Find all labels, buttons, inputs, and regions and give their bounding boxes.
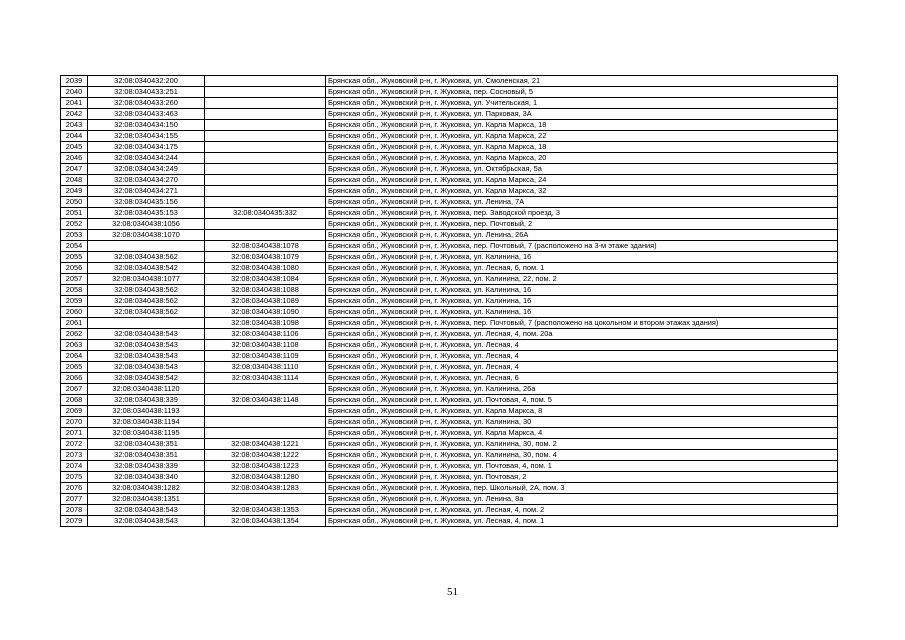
premises-cadastral-number-cell: 32:08:0340438:1089 (205, 296, 326, 307)
row-number-cell: 2072 (61, 439, 88, 450)
cadastral-number-cell: 32:08:0340438:543 (88, 351, 205, 362)
premises-cadastral-number-cell: 32:08:0340438:1090 (205, 307, 326, 318)
table-row (61, 142, 838, 153)
premises-cadastral-number-cell (205, 417, 326, 428)
premises-cadastral-number-cell: 32:08:0340438:1078 (205, 241, 326, 252)
table-row (61, 175, 838, 186)
row-number-cell: 2063 (61, 340, 88, 351)
premises-cadastral-number-cell: 32:08:0340438:1148 (205, 395, 326, 406)
premises-cadastral-number-cell: 32:08:0340438:1084 (205, 274, 326, 285)
cadastral-number-cell: 32:08:0340438:1056 (88, 219, 205, 230)
address-cell: Брянская обл., Жуковский р-н, г. Жуковка, пер. Почтовый, 7 (расположено на 3-м этаже здания) (326, 241, 838, 252)
row-number-cell: 2068 (61, 395, 88, 406)
address-cell: Брянская обл., Жуковский р-н, г. Жуковка, ул. Калинина, 16 (326, 296, 838, 307)
table-row (61, 384, 838, 395)
row-number-cell: 2076 (61, 483, 88, 494)
cadastral-number-cell (88, 318, 205, 329)
cadastral-number-cell: 32:08:0340434:150 (88, 120, 205, 131)
table-row (61, 296, 838, 307)
row-number-cell: 2073 (61, 450, 88, 461)
premises-cadastral-number-cell (205, 76, 326, 87)
table-row (61, 318, 838, 329)
cadastral-number-cell: 32:08:0340438:542 (88, 373, 205, 384)
row-number-cell: 2044 (61, 131, 88, 142)
address-cell: Брянская обл., Жуковский р-н, г. Жуковка, ул. Карла Маркса, 4 (326, 428, 838, 439)
premises-cadastral-number-cell (205, 186, 326, 197)
table-row (61, 329, 838, 340)
premises-cadastral-number-cell (205, 142, 326, 153)
cadastral-number-cell: 32:08:0340438:1077 (88, 274, 205, 285)
table-row (61, 230, 838, 241)
premises-cadastral-number-cell: 32:08:0340438:1109 (205, 351, 326, 362)
row-number-cell: 2052 (61, 219, 88, 230)
cadastral-number-cell: 32:08:0340438:543 (88, 516, 205, 527)
table-row (61, 274, 838, 285)
row-number-cell: 2066 (61, 373, 88, 384)
cadastral-number-cell: 32:08:0340434:244 (88, 153, 205, 164)
premises-cadastral-number-cell: 32:08:0340435:332 (205, 208, 326, 219)
row-number-cell: 2041 (61, 98, 88, 109)
table-row (61, 241, 838, 252)
address-cell: Брянская обл., Жуковский р-н, г. Жуковка, ул. Карла Маркса, 22 (326, 131, 838, 142)
address-cell: Брянская обл., Жуковский р-н, г. Жуковка, ул. Калинина, 30 (326, 417, 838, 428)
premises-cadastral-number-cell: 32:08:0340438:1098 (205, 318, 326, 329)
address-cell: Брянская обл., Жуковский р-н, г. Жуковка, ул. Калинина, 16 (326, 307, 838, 318)
address-cell: Брянская обл., Жуковский р-н, г. Жуковка, пер. Почтовый, 7 (расположено на цокольном и втором этажах здания) (326, 318, 838, 329)
cadastral-number-cell: 32:08:0340438:562 (88, 296, 205, 307)
premises-cadastral-number-cell: 32:08:0340438:1354 (205, 516, 326, 527)
row-number-cell: 2046 (61, 153, 88, 164)
table-row (61, 450, 838, 461)
address-cell: Брянская обл., Жуковский р-н, г. Жуковка, ул. Калинина, 22, пом. 2 (326, 274, 838, 285)
registry-table (60, 75, 838, 527)
cadastral-number-cell: 32:08:0340438:542 (88, 263, 205, 274)
table-row (61, 439, 838, 450)
address-cell: Брянская обл., Жуковский р-н, г. Жуковка, ул. Парковая, 3А (326, 109, 838, 120)
table-row (61, 472, 838, 483)
row-number-cell: 2042 (61, 109, 88, 120)
row-number-cell: 2069 (61, 406, 88, 417)
row-number-cell: 2075 (61, 472, 88, 483)
row-number-cell: 2077 (61, 494, 88, 505)
premises-cadastral-number-cell: 32:08:0340438:1106 (205, 329, 326, 340)
row-number-cell: 2047 (61, 164, 88, 175)
row-number-cell: 2039 (61, 76, 88, 87)
cadastral-number-cell: 32:08:0340435:156 (88, 197, 205, 208)
address-cell: Брянская обл., Жуковский р-н, г. Жуковка, ул. Лесная, 6, пом. 1 (326, 263, 838, 274)
cadastral-number-cell: 32:08:0340438:351 (88, 450, 205, 461)
address-cell: Брянская обл., Жуковский р-н, г. Жуковка, ул. Учительская, 1 (326, 98, 838, 109)
address-cell: Брянская обл., Жуковский р-н, г. Жуковка, ул. Калинина, 30, пом. 2 (326, 439, 838, 450)
row-number-cell: 2062 (61, 329, 88, 340)
address-cell: Брянская обл., Жуковский р-н, г. Жуковка, ул. Лесная, 6 (326, 373, 838, 384)
address-cell: Брянская обл., Жуковский р-н, г. Жуковка, ул. Ленина, 7А (326, 197, 838, 208)
row-number-cell: 2043 (61, 120, 88, 131)
table-row (61, 219, 838, 230)
cadastral-number-cell: 32:08:0340438:543 (88, 362, 205, 373)
table-row (61, 406, 838, 417)
table-row (61, 208, 838, 219)
table-row (61, 252, 838, 263)
cadastral-number-cell: 32:08:0340433:260 (88, 98, 205, 109)
page-number: 51 (447, 586, 458, 598)
premises-cadastral-number-cell: 32:08:0340438:1222 (205, 450, 326, 461)
table-row (61, 98, 838, 109)
row-number-cell: 2065 (61, 362, 88, 373)
table-row (61, 285, 838, 296)
premises-cadastral-number-cell: 32:08:0340438:1280 (205, 472, 326, 483)
registry-table-body (61, 76, 838, 527)
row-number-cell: 2057 (61, 274, 88, 285)
address-cell: Брянская обл., Жуковский р-н, г. Жуковка, ул. Карла Маркса, 18 (326, 120, 838, 131)
row-number-cell: 2071 (61, 428, 88, 439)
address-cell: Брянская обл., Жуковский р-н, г. Жуковка, ул. Лесная, 4 (326, 340, 838, 351)
premises-cadastral-number-cell (205, 98, 326, 109)
row-number-cell: 2040 (61, 87, 88, 98)
address-cell: Брянская обл., Жуковский р-н, г. Жуковка, ул. Почтовая, 4, пом. 1 (326, 461, 838, 472)
address-cell: Брянская обл., Жуковский р-н, г. Жуковка, ул. Лесная, 4 (326, 351, 838, 362)
row-number-cell: 2055 (61, 252, 88, 263)
cadastral-number-cell: 32:08:0340438:543 (88, 505, 205, 516)
premises-cadastral-number-cell: 32:08:0340438:1110 (205, 362, 326, 373)
row-number-cell: 2054 (61, 241, 88, 252)
table-row (61, 340, 838, 351)
address-cell: Брянская обл., Жуковский р-н, г. Жуковка, ул. Карла Маркса, 18 (326, 142, 838, 153)
row-number-cell: 2059 (61, 296, 88, 307)
premises-cadastral-number-cell: 32:08:0340438:1088 (205, 285, 326, 296)
row-number-cell: 2051 (61, 208, 88, 219)
cadastral-number-cell: 32:08:0340434:155 (88, 131, 205, 142)
row-number-cell: 2048 (61, 175, 88, 186)
address-cell: Брянская обл., Жуковский р-н, г. Жуковка, пер. Сосновый, 5 (326, 87, 838, 98)
cadastral-number-cell: 32:08:0340438:1351 (88, 494, 205, 505)
table-row (61, 362, 838, 373)
row-number-cell: 2056 (61, 263, 88, 274)
table-row (61, 120, 838, 131)
table-row (61, 197, 838, 208)
row-number-cell: 2061 (61, 318, 88, 329)
address-cell: Брянская обл., Жуковский р-н, г. Жуковка, ул. Карла Маркса, 20 (326, 153, 838, 164)
address-cell: Брянская обл., Жуковский р-н, г. Жуковка, ул. Калинина, 26а (326, 384, 838, 395)
premises-cadastral-number-cell: 32:08:0340438:1108 (205, 340, 326, 351)
premises-cadastral-number-cell (205, 406, 326, 417)
address-cell: Брянская обл., Жуковский р-н, г. Жуковка, ул. Почтовая, 4, пом. 5 (326, 395, 838, 406)
cadastral-number-cell: 32:08:0340434:271 (88, 186, 205, 197)
cadastral-number-cell: 32:08:0340438:1193 (88, 406, 205, 417)
premises-cadastral-number-cell (205, 153, 326, 164)
cadastral-number-cell: 32:08:0340438:1282 (88, 483, 205, 494)
cadastral-number-cell: 32:08:0340433:463 (88, 109, 205, 120)
table-row (61, 109, 838, 120)
premises-cadastral-number-cell (205, 131, 326, 142)
address-cell: Брянская обл., Жуковский р-н, г. Жуковка, пер. Почтовый, 2 (326, 219, 838, 230)
premises-cadastral-number-cell (205, 175, 326, 186)
row-number-cell: 2050 (61, 197, 88, 208)
cadastral-number-cell: 32:08:0340438:1195 (88, 428, 205, 439)
cadastral-number-cell: 32:08:0340438:543 (88, 340, 205, 351)
premises-cadastral-number-cell (205, 428, 326, 439)
table-row (61, 417, 838, 428)
table-row (61, 307, 838, 318)
table-row (61, 87, 838, 98)
premises-cadastral-number-cell: 32:08:0340438:1079 (205, 252, 326, 263)
cadastral-number-cell: 32:08:0340438:340 (88, 472, 205, 483)
address-cell: Брянская обл., Жуковский р-н, г. Жуковка, ул. Карла Маркса, 8 (326, 406, 838, 417)
table-row (61, 164, 838, 175)
address-cell: Брянская обл., Жуковский р-н, г. Жуковка, ул. Карла Маркса, 32 (326, 186, 838, 197)
row-number-cell: 2079 (61, 516, 88, 527)
cadastral-number-cell: 32:08:0340434:175 (88, 142, 205, 153)
table-row (61, 131, 838, 142)
cadastral-number-cell: 32:08:0340434:270 (88, 175, 205, 186)
address-cell: Брянская обл., Жуковский р-н, г. Жуковка, ул. Почтовая, 2 (326, 472, 838, 483)
premises-cadastral-number-cell: 32:08:0340438:1221 (205, 439, 326, 450)
premises-cadastral-number-cell (205, 120, 326, 131)
cadastral-number-cell: 32:08:0340438:339 (88, 461, 205, 472)
row-number-cell: 2064 (61, 351, 88, 362)
cadastral-number-cell: 32:08:0340438:562 (88, 307, 205, 318)
table-row (61, 505, 838, 516)
table-row (61, 373, 838, 384)
row-number-cell: 2049 (61, 186, 88, 197)
address-cell: Брянская обл., Жуковский р-н, г. Жуковка, пер. Школьный, 2А, пом. 3 (326, 483, 838, 494)
cadastral-number-cell: 32:08:0340438:1194 (88, 417, 205, 428)
address-cell: Брянская обл., Жуковский р-н, г. Жуковка, ул. Ленина, 8а (326, 494, 838, 505)
table-row (61, 461, 838, 472)
table-row (61, 395, 838, 406)
table-row (61, 351, 838, 362)
table-row (61, 186, 838, 197)
address-cell: Брянская обл., Жуковский р-н, г. Жуковка, ул. Лесная, 4, пом. 2 (326, 505, 838, 516)
cadastral-number-cell: 32:08:0340438:543 (88, 329, 205, 340)
cadastral-number-cell: 32:08:0340433:251 (88, 87, 205, 98)
cadastral-number-cell: 32:08:0340435:153 (88, 208, 205, 219)
premises-cadastral-number-cell (205, 494, 326, 505)
premises-cadastral-number-cell: 32:08:0340438:1223 (205, 461, 326, 472)
cadastral-number-cell: 32:08:0340434:249 (88, 164, 205, 175)
premises-cadastral-number-cell (205, 164, 326, 175)
cadastral-number-cell: 32:08:0340438:562 (88, 285, 205, 296)
row-number-cell: 2053 (61, 230, 88, 241)
address-cell: Брянская обл., Жуковский р-н, г. Жуковка, ул. Карла Маркса, 24 (326, 175, 838, 186)
table-row (61, 428, 838, 439)
row-number-cell: 2070 (61, 417, 88, 428)
row-number-cell: 2067 (61, 384, 88, 395)
premises-cadastral-number-cell: 32:08:0340438:1114 (205, 373, 326, 384)
table-row (61, 516, 838, 527)
premises-cadastral-number-cell (205, 197, 326, 208)
premises-cadastral-number-cell (205, 87, 326, 98)
address-cell: Брянская обл., Жуковский р-н, г. Жуковка, ул. Лесная, 4, пом. 1 (326, 516, 838, 527)
cadastral-number-cell: 32:08:0340432:200 (88, 76, 205, 87)
table-row (61, 483, 838, 494)
address-cell: Брянская обл., Жуковский р-н, г. Жуковка, пер. Заводской проезд, 3 (326, 208, 838, 219)
address-cell: Брянская обл., Жуковский р-н, г. Жуковка, ул. Октябрьская, 5а (326, 164, 838, 175)
premises-cadastral-number-cell (205, 109, 326, 120)
cadastral-number-cell: 32:08:0340438:1120 (88, 384, 205, 395)
premises-cadastral-number-cell: 32:08:0340438:1353 (205, 505, 326, 516)
cadastral-number-cell: 32:08:0340438:339 (88, 395, 205, 406)
cadastral-number-cell: 32:08:0340438:562 (88, 252, 205, 263)
premises-cadastral-number-cell (205, 219, 326, 230)
cadastral-number-cell (88, 241, 205, 252)
premises-cadastral-number-cell: 32:08:0340438:1080 (205, 263, 326, 274)
premises-cadastral-number-cell: 32:08:0340438:1283 (205, 483, 326, 494)
cadastral-number-cell: 32:08:0340438:351 (88, 439, 205, 450)
address-cell: Брянская обл., Жуковский р-н, г. Жуковка, ул. Лесная, 4, пом. 20а (326, 329, 838, 340)
address-cell: Брянская обл., Жуковский р-н, г. Жуковка, ул. Смоленская, 21 (326, 76, 838, 87)
table-row (61, 494, 838, 505)
table-row (61, 263, 838, 274)
address-cell: Брянская обл., Жуковский р-н, г. Жуковка, ул. Лесная, 4 (326, 362, 838, 373)
table-row (61, 153, 838, 164)
cadastral-number-cell: 32:08:0340438:1070 (88, 230, 205, 241)
address-cell: Брянская обл., Жуковский р-н, г. Жуковка, ул. Ленина, 26А (326, 230, 838, 241)
address-cell: Брянская обл., Жуковский р-н, г. Жуковка, ул. Калинина, 16 (326, 285, 838, 296)
row-number-cell: 2060 (61, 307, 88, 318)
row-number-cell: 2045 (61, 142, 88, 153)
row-number-cell: 2074 (61, 461, 88, 472)
table-row (61, 76, 838, 87)
premises-cadastral-number-cell (205, 230, 326, 241)
address-cell: Брянская обл., Жуковский р-н, г. Жуковка, ул. Калинина, 16 (326, 252, 838, 263)
row-number-cell: 2058 (61, 285, 88, 296)
address-cell: Брянская обл., Жуковский р-н, г. Жуковка, ул. Калинина, 30, пом. 4 (326, 450, 838, 461)
row-number-cell: 2078 (61, 505, 88, 516)
premises-cadastral-number-cell (205, 384, 326, 395)
